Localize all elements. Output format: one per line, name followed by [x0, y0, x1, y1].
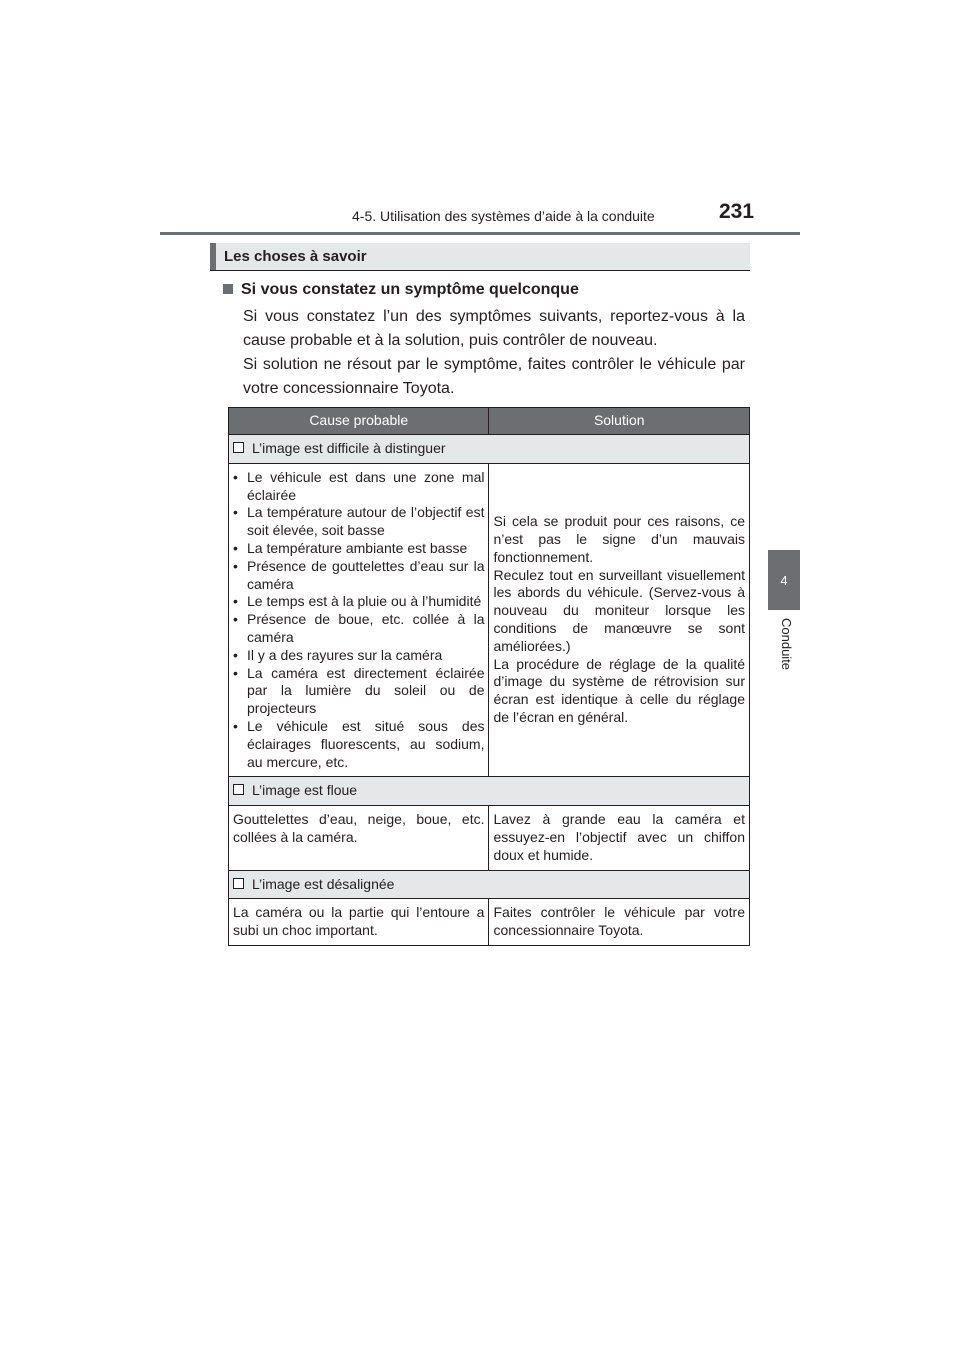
symptom-row	[229, 435, 750, 464]
bullet-icon: •	[233, 539, 238, 556]
cause-text: Le temps est à la pluie ou à l’humidité	[247, 593, 482, 610]
chapter-tab: 4	[768, 550, 800, 610]
bullet-icon: •	[233, 468, 238, 485]
bullet-icon: •	[233, 611, 238, 628]
bullet-icon: •	[233, 664, 238, 681]
cause-text: Présence de boue, etc. collée à la caméra	[247, 611, 485, 645]
cause-text: Il y a des rayures sur la caméra	[247, 646, 443, 663]
square-bullet-icon	[223, 284, 233, 294]
cause-text: La température autour de l’objectif est soit élevée, soit basse	[247, 504, 485, 539]
list-item	[233, 647, 484, 665]
symptom-cell	[229, 870, 750, 899]
symptom-table	[228, 407, 750, 946]
checkbox-icon	[233, 442, 244, 453]
table-header-cause: Cause probable	[229, 408, 489, 435]
header-divider	[160, 232, 800, 235]
bullet-icon: •	[233, 717, 238, 734]
solution-cell: Faites contrôler le véhicule par votre concessionnaire Toyota.	[489, 899, 750, 946]
solution-cell: Lavez à grande eau la caméra et essuyez-en l’objectif avec un chiffon doux et humide.	[489, 806, 750, 870]
table-header-solution: Solution	[489, 408, 750, 435]
chapter-tab-label: Conduite	[779, 618, 794, 671]
symptom-row	[229, 777, 750, 806]
bullet-icon: •	[233, 593, 238, 610]
bullet-icon: •	[233, 646, 238, 663]
bullet-icon: •	[233, 504, 238, 521]
symptom-row	[229, 870, 750, 899]
bullet-icon: •	[233, 557, 238, 574]
table-row	[229, 899, 750, 946]
section-heading-text: Si vous constatez un symptôme quelconque	[241, 281, 579, 298]
list-item	[233, 593, 484, 611]
solution-cell	[489, 463, 750, 777]
intro-paragraph: Si solution ne résout par le symptôme, faites contrôler le véhicule par votre concessionnaire Toyota.	[243, 356, 745, 397]
list-item	[233, 469, 484, 505]
header-section-title: 4-5. Utilisation des systèmes d’aide à la conduite	[352, 208, 655, 224]
checkbox-icon	[233, 878, 244, 889]
list-item	[233, 540, 484, 558]
list-item	[233, 611, 484, 647]
list-item	[233, 718, 484, 771]
cause-text: La température ambiante est basse	[247, 539, 468, 556]
checkbox-icon	[233, 784, 244, 795]
solution-text: Reculez tout en surveillant visuellement les abords du véhicule. (Servez-vous à nouveau du moniteur lorsque les conditions de manœuvre se sont améliorées.)	[493, 566, 745, 654]
symptom-text: L’image est difficile à distinguer	[252, 440, 446, 456]
list-item	[233, 558, 484, 594]
cause-text: Le véhicule est situé sous des éclairages fluorescents, au sodium, au mercure, etc.	[247, 717, 485, 770]
cause-cell: La caméra ou la partie qui l’entoure a subi un choc important.	[229, 899, 489, 946]
info-box-title: Les choses à savoir	[224, 248, 367, 265]
symptom-cell	[229, 435, 750, 464]
cause-cell	[229, 463, 489, 777]
info-box-accent-bar	[210, 243, 216, 270]
table-row	[229, 806, 750, 870]
cause-cell: Gouttelettes d’eau, neige, boue, etc. collées à la caméra.	[229, 806, 489, 870]
intro-paragraph: Si vous constatez l’un des symptômes suivants, reportez-vous à la cause probable et à la solution, puis contrôler de nouveau.	[243, 308, 745, 349]
cause-text: Le véhicule est dans une zone mal éclairée	[247, 468, 485, 503]
table-row	[229, 463, 750, 777]
symptom-text: L’image est floue	[252, 782, 358, 799]
symptom-text: L’image est désalignée	[252, 875, 395, 892]
list-item	[233, 504, 484, 540]
cause-list	[233, 469, 484, 772]
symptom-cell	[229, 777, 750, 806]
page-number: 231	[719, 200, 755, 223]
solution-text: La procédure de réglage de la qualité d’image du système de rétrovision sur écran est identique à celle du réglage de l’écran en général.	[493, 655, 745, 726]
solution-text: Si cela se produit pour ces raisons, ce n’est pas le signe d’un mauvais fonctionnement.	[493, 513, 745, 565]
section-heading	[223, 281, 579, 299]
list-item	[233, 665, 484, 718]
table-header-row	[229, 408, 750, 435]
info-box	[210, 243, 750, 271]
cause-text: La caméra est directement éclairée par la lumière du soleil ou de projecteurs	[247, 664, 485, 717]
cause-text: Présence de gouttelettes d’eau sur la caméra	[247, 557, 485, 592]
